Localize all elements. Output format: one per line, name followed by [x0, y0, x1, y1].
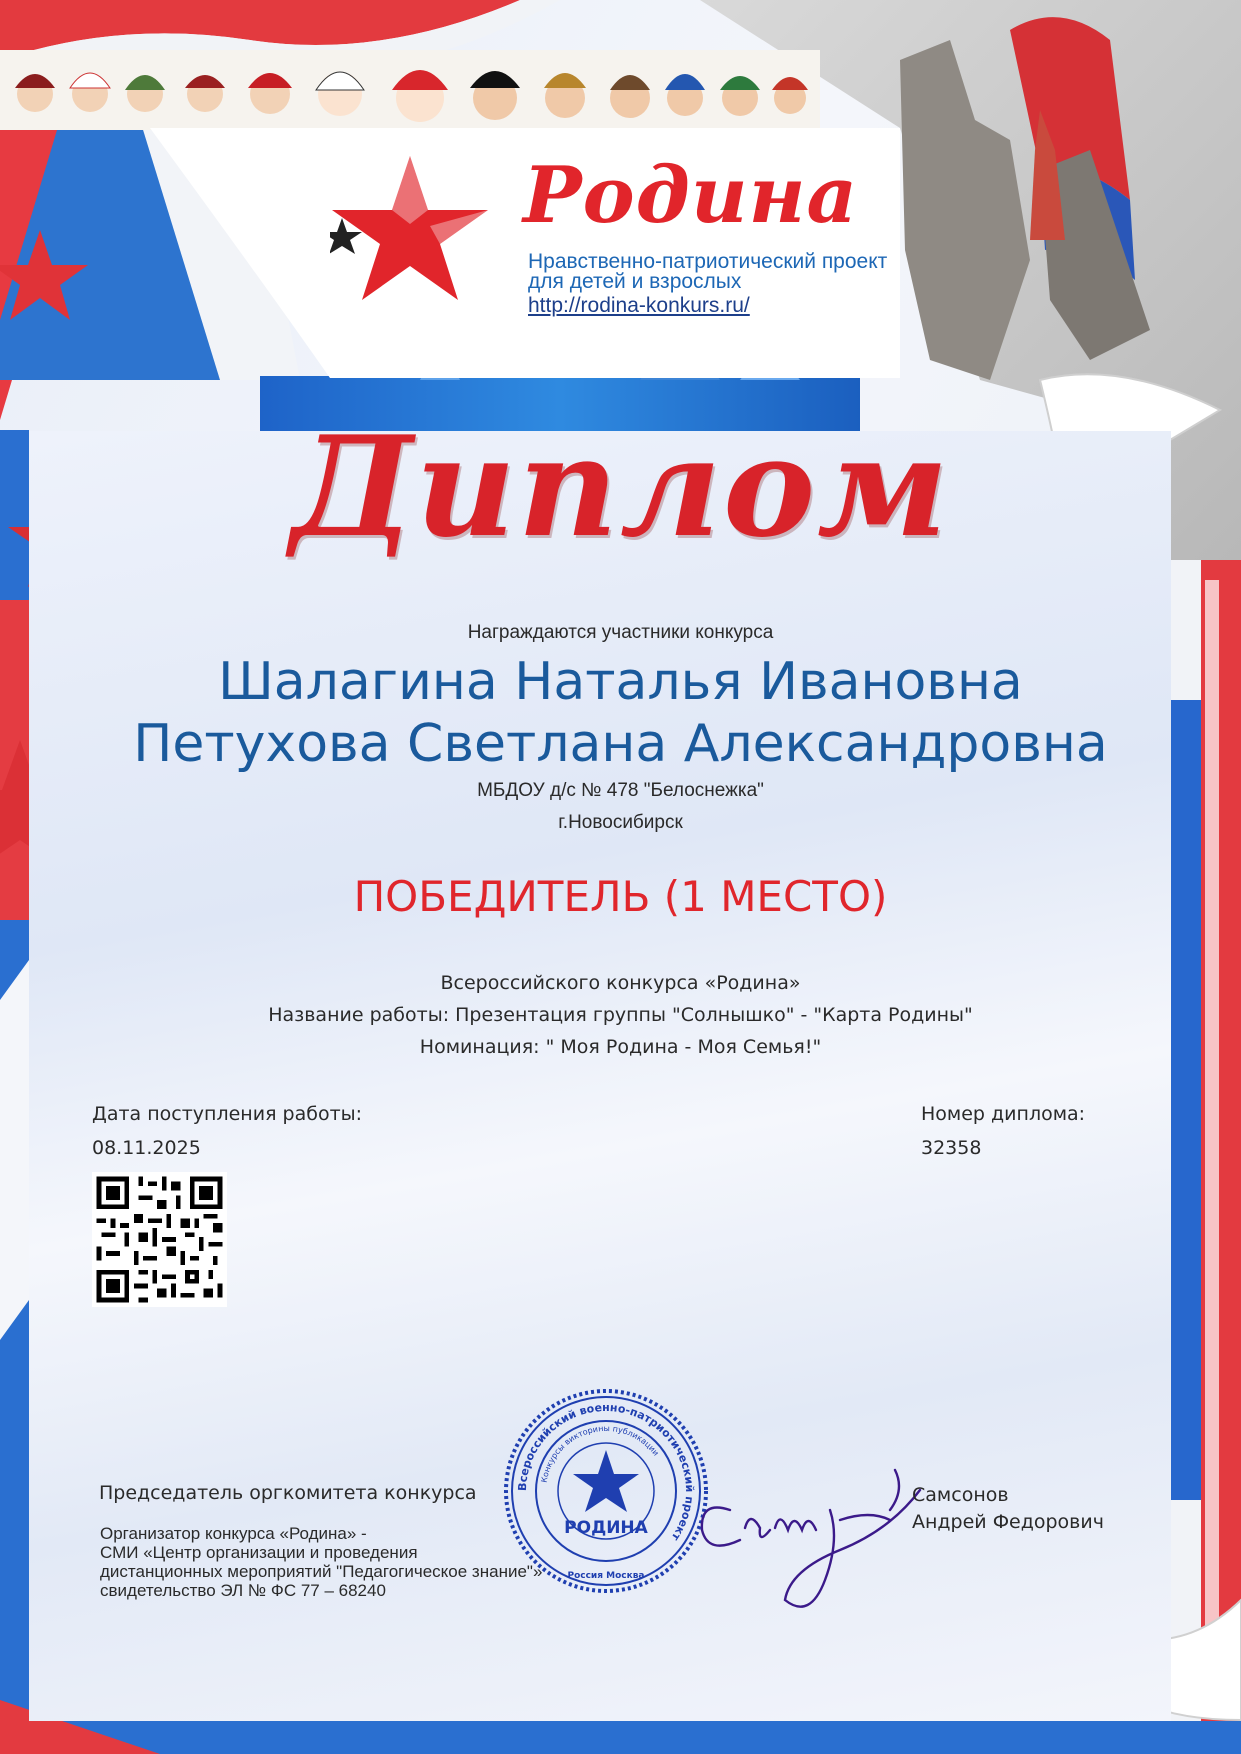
signer-line: Самсонов [912, 1484, 1009, 1506]
signature [690, 1450, 940, 1630]
signer-name [912, 1482, 1104, 1536]
organizer-line: дистанционных мероприятий "Педагогическое знание"» [100, 1562, 543, 1581]
tagline-line: для детей и взрослых [528, 270, 742, 293]
diploma-number-label: Номер диплома: [921, 1103, 1086, 1125]
recipient-name: Петухова Светлана Александровна [133, 714, 1108, 774]
seal-stamp [503, 1388, 709, 1594]
result-place: ПОБЕДИТЕЛЬ (1 МЕСТО) [353, 872, 888, 921]
recipient-name: Шалагина Наталья Ивановна [218, 652, 1023, 712]
seal-inner-text: Конкурсы викторины публикации [539, 1423, 661, 1484]
contest-name: Всероссийского конкурса «Родина» [440, 972, 801, 994]
tagline-line: Нравственно-патриотический проект [528, 250, 888, 273]
nomination: Номинация: " Моя Родина - Моя Семья!" [419, 1036, 822, 1058]
diploma-number-value: 32358 [921, 1137, 982, 1159]
qr-code[interactable] [92, 1172, 227, 1307]
seal-center-text: РОДИНА [564, 1518, 648, 1538]
star-logo-icon [330, 154, 490, 314]
website-link[interactable]: http://rodina-konkurs.ru/ [528, 294, 750, 317]
work-title: Название работы: Презентация группы "Солнышко" - "Карта Родины" [268, 1004, 973, 1026]
tagline [528, 252, 887, 292]
diploma-title: Диплом [290, 405, 951, 568]
awarded-text: Награждаются участники конкурса [467, 622, 774, 643]
signer-line: Андрей Федорович [912, 1511, 1104, 1533]
organization: МБДОУ д/с № 478 "Белоснежка" [477, 780, 764, 801]
seal-bottom-text: Россия Москва [567, 1571, 645, 1581]
brand-name: Родина [523, 150, 859, 241]
organizer-line: свидетельство ЭЛ № ФС 77 – 68240 [100, 1581, 386, 1600]
date-label: Дата поступления работы: [92, 1103, 363, 1125]
city: г.Новосибирск [558, 812, 683, 833]
organizer-line: Организатор конкурса «Родина» - [100, 1524, 367, 1543]
date-value: 08.11.2025 [92, 1137, 201, 1159]
dolls-strip [0, 50, 820, 130]
organizer-info [100, 1524, 542, 1600]
chair-label: Председатель оргкомитета конкурса [99, 1482, 477, 1504]
seal-ring-text: Всероссийский военно-патриотический проект [515, 1400, 697, 1543]
organizer-line: СМИ «Центр организации и проведения [100, 1543, 418, 1562]
